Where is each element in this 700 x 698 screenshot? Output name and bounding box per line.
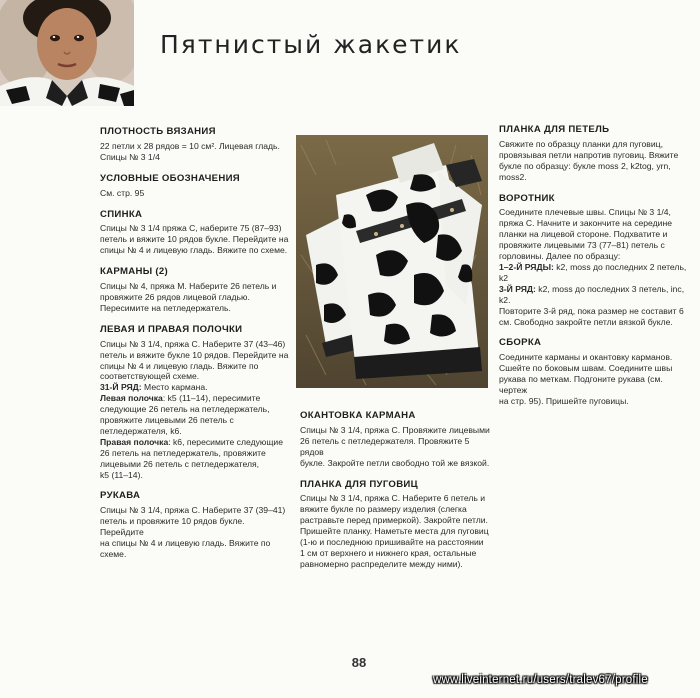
text-line: провяжите лицевыми 26 петель с bbox=[100, 415, 234, 426]
text-line: петель и вяжите 10 рядов букле. Перейдите на bbox=[100, 234, 289, 245]
text-line: на стр. 95). Пришейте пуговицы. bbox=[499, 395, 629, 406]
text-line: Спицы № 4, пряжа М. Наберите 26 петель и bbox=[100, 281, 277, 292]
left-front-line: Левая полочка: k5 (11–14), пересимите bbox=[100, 393, 261, 404]
text-line: k2 bbox=[499, 272, 509, 283]
text-line: петель и провяжите 10 рядов букле. Перейдите bbox=[100, 516, 245, 538]
text-line: растравьте перед примеркой). Закройте петли. bbox=[300, 515, 488, 526]
section-heading: УСЛОВНЫЕ ОБОЗНАЧЕНИЯ bbox=[100, 172, 240, 184]
section-heading: ПЛАНКА ДЛЯ ПУГОВИЦ bbox=[300, 478, 418, 490]
text-line: петель и вяжите букле 10 рядов. Перейдите на bbox=[100, 349, 289, 360]
text-line: Свяжите по образцу планки для пуговиц, bbox=[499, 138, 663, 149]
text-line: 1 см от верхнего и нижнего края, остальные bbox=[300, 547, 477, 558]
text-line: Соедините карманы и окантовку карманов. bbox=[499, 352, 673, 363]
text-line: 26 петель с петледержателя. Провяжите 5 рядов bbox=[300, 435, 470, 457]
right-front-label: Правая полочка bbox=[100, 436, 169, 447]
section-fronts bbox=[100, 325, 290, 481]
text-line: петледержателя, k6. bbox=[100, 425, 182, 436]
text-line: Спицы № 3 1/4 пряжа С, наберите 75 (87–93) bbox=[100, 223, 282, 234]
text-line: Сшейте по боковым швам. Соедините швы bbox=[499, 363, 673, 374]
text-line: Повторите 3-й ряд, пока размер не составит 6 bbox=[499, 305, 684, 316]
text-line: (1-ю и последнюю пришивайте на расстоянии bbox=[300, 537, 484, 548]
section-button-band bbox=[300, 480, 492, 570]
section-heading: ЛЕВАЯ И ПРАВАЯ ПОЛОЧКИ bbox=[100, 323, 243, 335]
page-number: 88 bbox=[351, 655, 367, 670]
section-gauge bbox=[100, 127, 290, 163]
text-line: Спицы № 3 1/4, пряжа С. Провяжите лицевыми bbox=[300, 424, 490, 435]
row-label: 31-Й РЯД: bbox=[100, 382, 142, 393]
text-line: Пришейте планку. Наметьте места для пуговиц bbox=[300, 526, 489, 537]
section-heading: ОКАНТОВКА КАРМАНА bbox=[300, 410, 416, 421]
section-sleeves bbox=[100, 491, 290, 559]
section-assembly bbox=[499, 338, 689, 406]
text-line: на спицы № 4 и лицевую гладь. Вяжите по bbox=[100, 538, 271, 549]
row-3-line: 3-Й РЯД: k2, moss до последних 3 петель, inc, bbox=[499, 283, 685, 294]
text-line: провяжите лицевыми 73 (77–81) петель с bbox=[499, 240, 665, 251]
column-middle bbox=[300, 411, 492, 581]
text-line: Спицы № 3 1/4 bbox=[100, 151, 160, 162]
section-heading: КАРМАНЫ (2) bbox=[100, 266, 168, 278]
text-line: схеме. bbox=[100, 549, 127, 559]
page-title: Пятнистый жакетик bbox=[160, 30, 462, 59]
row-label: 1–2-Й РЯДЫ: bbox=[499, 261, 554, 272]
section-pockets bbox=[100, 267, 290, 314]
text-line: Соедините плечевые швы. Спицы № 3 1/4, bbox=[499, 207, 671, 218]
text-line: следующие 26 петель на петледержатель, bbox=[100, 404, 270, 415]
row-label: 3-Й РЯД: bbox=[499, 283, 536, 294]
row-31-line: 31-Й РЯД: Место кармана. bbox=[100, 382, 208, 393]
text-line: Спицы № 3 1/4, пряжа С. Наберите 37 (43–46) bbox=[100, 338, 286, 349]
column-left bbox=[100, 127, 290, 571]
text-line: спицы № 4 и лицевую гладь. Вяжите по bbox=[100, 360, 259, 371]
jacket-photo bbox=[296, 135, 488, 388]
right-front-line: Правая полочка: k6, пересимите следующие bbox=[100, 436, 283, 447]
text-line: moss2. bbox=[499, 171, 527, 182]
section-buttonhole-band bbox=[499, 125, 689, 183]
section-back bbox=[100, 210, 290, 257]
section-pocket-edging bbox=[300, 411, 492, 469]
text-line: рукава по меткам. Подгоните рукава (см. чертеж bbox=[499, 374, 663, 396]
text-line: лицевыми 26 петель с петледержателя, bbox=[100, 458, 260, 469]
section-heading: СПИНКА bbox=[100, 208, 143, 220]
section-heading: ВОРОТНИК bbox=[499, 192, 555, 204]
section-heading: РУКАВА bbox=[100, 490, 141, 502]
text-line: спицы № 4 и лицевую гладь. Вяжите по схеме. bbox=[100, 245, 288, 256]
text-line: 26 петель на петледержатель, провяжите bbox=[100, 447, 266, 458]
text-line: горловины. Далее по образцу: bbox=[499, 251, 621, 262]
text-line: k2. bbox=[499, 294, 511, 305]
text-line: Спицы № 3 1/4, пряжа С. Наберите 6 петель и bbox=[300, 493, 486, 504]
rows-1-2-line: 1–2-Й РЯДЫ: k2, moss до последних 2 петель, bbox=[499, 261, 687, 272]
text-line: провязывая петли напротив пуговиц. Вяжите bbox=[499, 149, 679, 160]
text-line: См. стр. 95 bbox=[100, 187, 145, 198]
text-line: равномерно распределите между ними). bbox=[300, 558, 463, 569]
text-line: планки на лицевой стороне. Подхватите и bbox=[499, 229, 668, 240]
left-front-label: Левая полочка bbox=[100, 393, 163, 404]
text-line: букле по образцу: букле moss 2, k2tog, yrn, bbox=[499, 160, 671, 171]
watermark-url: www.liveinternet.ru/users/tralev67/profile bbox=[433, 674, 648, 686]
text-line: см. Свободно закройте петли вязкой букле. bbox=[499, 316, 673, 327]
section-heading: ПЛАНКА ДЛЯ ПЕТЕЛЬ bbox=[499, 124, 610, 135]
text-line: 22 петли x 28 рядов = 10 см². Лицевая гладь. bbox=[100, 140, 280, 151]
text-line: Пересимите на петледержатель. bbox=[100, 302, 231, 313]
text-line: пряжа С. Начните и закончите на середине bbox=[499, 218, 672, 229]
section-collar bbox=[499, 194, 689, 328]
text-line: соответствующей схеме. bbox=[100, 371, 200, 382]
text-line: k5 (11–14). bbox=[100, 469, 143, 480]
child-photo bbox=[0, 0, 134, 106]
text-line: Спицы № 3 1/4, пряжа С. Наберите 37 (39–41) bbox=[100, 505, 286, 516]
text-line: провяжите 26 рядов лицевой гладью. bbox=[100, 291, 250, 302]
section-symbols bbox=[100, 174, 290, 199]
section-heading: СБОРКА bbox=[499, 337, 542, 349]
section-heading: ПЛОТНОСТЬ ВЯЗАНИЯ bbox=[100, 126, 216, 137]
text-line: вяжите букле по размеру изделия (слегка bbox=[300, 504, 467, 515]
column-right bbox=[499, 125, 689, 418]
text-line: букле. Закройте петли свободно той же вязкой. bbox=[300, 457, 490, 468]
